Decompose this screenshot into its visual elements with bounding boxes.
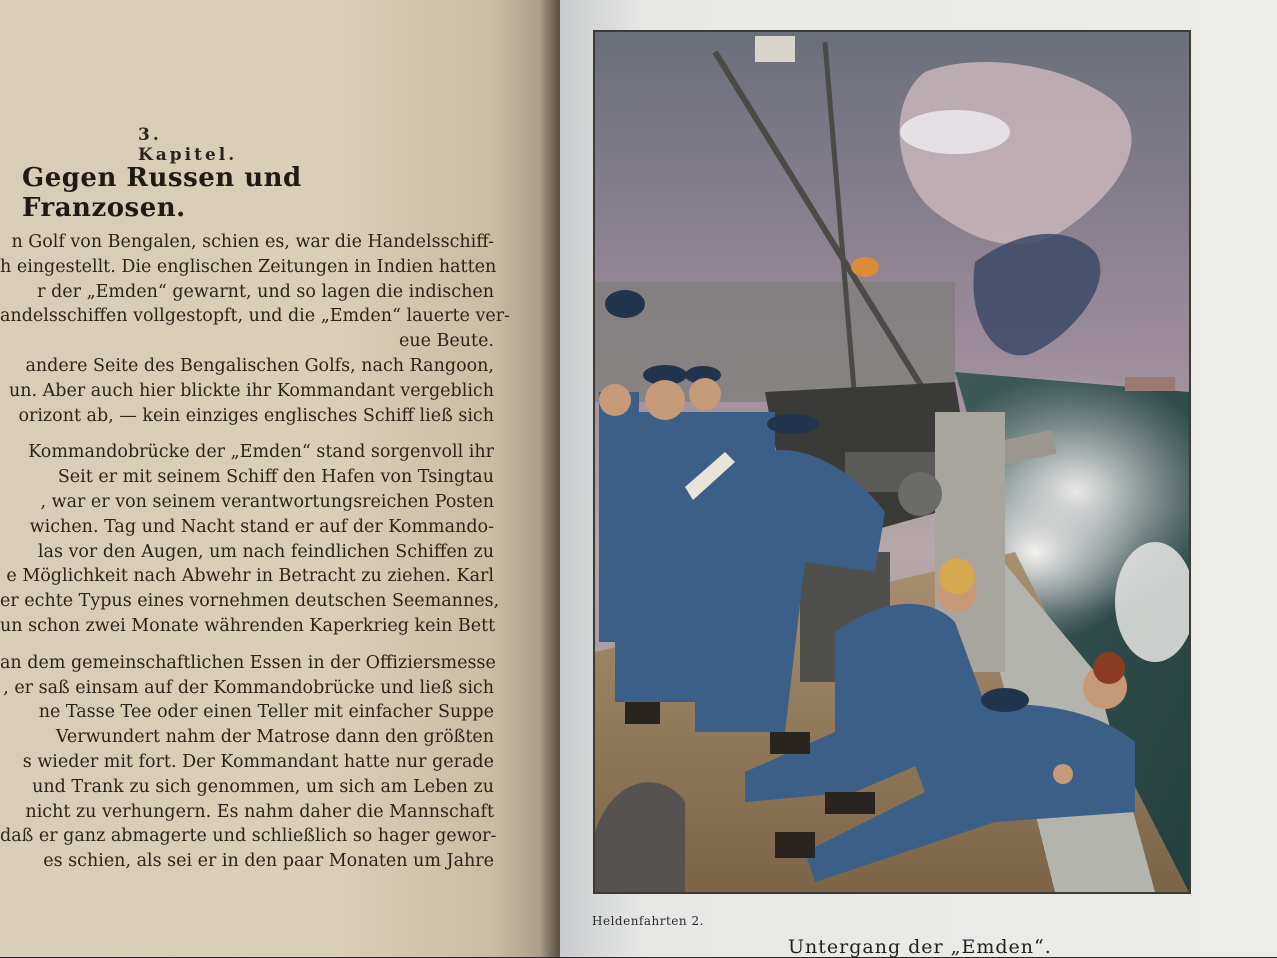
body-text-line: an dem gemeinschaftlichen Essen in der Offiziersmesse	[0, 652, 496, 673]
body-text-line: andere Seite des Bengalischen Golfs, nach Rangoon,	[25, 355, 494, 376]
illustration-caption: Untergang der „Emden“.	[788, 936, 1052, 958]
emden-sinking-illustration	[593, 30, 1191, 894]
body-text-line: und Trank zu sich genommen, um sich am Leben zu	[32, 776, 494, 797]
chapter-number: 3. Kapitel.	[138, 125, 238, 165]
illustration-artwork	[595, 32, 1189, 892]
body-text-line: daß er ganz abmagerte und schließlich so hager gewor-	[0, 826, 497, 847]
chapter-body-text	[0, 230, 510, 874]
body-text-line: n Golf von Bengalen, schien es, war die Handelsschiff-	[11, 232, 494, 252]
body-text-line: andelsschiffen vollgestopft, und die „Emden“ lauerte ver-	[0, 306, 510, 327]
body-text-line: las vor den Augen, um nach feindlichen Schiffen zu	[37, 541, 494, 562]
folio-series-title: Heldenfahrten 2.	[592, 914, 704, 928]
body-text-line: un schon zwei Monate währenden Kaperkrieg kein Bett	[0, 615, 496, 636]
body-text-line: ne Tasse Tee oder einen Teller mit einfacher Suppe	[38, 702, 494, 723]
body-text-line: er echte Typus eines vornehmen deutschen Seemannes,	[0, 591, 500, 612]
body-text-line: , war er von seinem verantwortungsreichen Posten	[40, 491, 494, 512]
body-text-line: orizont ab, — kein einziges englisches Schiff ließ sich	[18, 405, 494, 426]
paragraph-gap	[0, 428, 500, 440]
body-text-line: e Möglichkeit nach Abwehr in Betracht zu ziehen. Karl	[6, 566, 494, 587]
body-text-line: es schien, als sei er in den paar Monaten um Jahre	[43, 851, 494, 872]
left-book-page	[0, 0, 560, 957]
body-text-line: eue Beute.	[399, 331, 494, 352]
body-text-line: Verwundert nahm der Matrose dann den größten	[55, 727, 494, 748]
body-text-line: nicht zu verhungern. Es nahm daher die Mannschaft	[25, 801, 494, 822]
body-text-line: r der „Emden“ gewarnt, und so lagen die indischen	[37, 281, 494, 302]
body-text-line: h eingestellt. Die englischen Zeitungen in Indien hatten	[0, 256, 497, 277]
body-text-line: un. Aber auch hier blickte ihr Kommandant vergeblich	[8, 380, 494, 401]
body-text-line: wichen. Tag und Nacht stand er auf der Kommando-	[29, 516, 494, 537]
body-text-line: Kommandobrücke der „Emden“ stand sorgenvoll ihr	[28, 442, 494, 463]
body-text-line: s wieder mit fort. Der Kommandant hatte nur gerade	[22, 751, 494, 772]
chapter-title: Gegen Russen und Franzosen.	[22, 163, 302, 223]
body-text-line: Seit er mit seinem Schiff den Hafen von Tsingtau	[57, 467, 494, 488]
body-text-line: , er saß einsam auf der Kommandobrücke und ließ sich	[3, 677, 494, 698]
paragraph-gap	[0, 639, 500, 651]
